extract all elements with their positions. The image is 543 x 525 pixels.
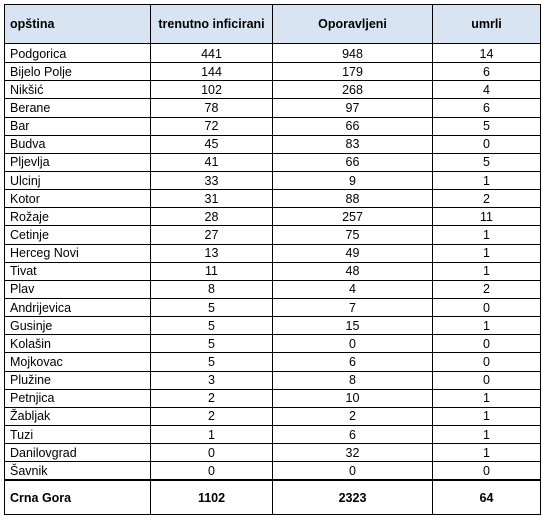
table-row	[5, 389, 541, 407]
table-row	[5, 171, 541, 189]
infected-cell: 41	[151, 153, 273, 171]
infected-cell: 45	[151, 135, 273, 153]
deceased-cell: 5	[433, 153, 541, 171]
table-row	[5, 407, 541, 425]
recovered-cell: 2	[273, 407, 433, 425]
table-row	[5, 371, 541, 389]
deceased-cell: 0	[433, 135, 541, 153]
municipality-cell: Nikšić	[5, 81, 151, 99]
municipality-cell: Plužine	[5, 371, 151, 389]
recovered-cell: 179	[273, 63, 433, 81]
recovered-cell: 83	[273, 135, 433, 153]
recovered-cell: 8	[273, 371, 433, 389]
infected-cell: 144	[151, 63, 273, 81]
deceased-cell: 11	[433, 208, 541, 226]
infected-cell: 78	[151, 99, 273, 117]
recovered-cell: 9	[273, 171, 433, 189]
deceased-cell: 1	[433, 226, 541, 244]
recovered-cell: 7	[273, 298, 433, 316]
recovered-cell: 0	[273, 335, 433, 353]
infected-cell: 28	[151, 208, 273, 226]
total-deceased: 64	[433, 480, 541, 515]
header-municipality: opština	[5, 5, 151, 44]
deceased-cell: 0	[433, 298, 541, 316]
deceased-cell: 1	[433, 444, 541, 462]
municipality-cell: Cetinje	[5, 226, 151, 244]
recovered-cell: 6	[273, 353, 433, 371]
deceased-cell: 2	[433, 190, 541, 208]
municipality-cell: Bar	[5, 117, 151, 135]
table-row	[5, 298, 541, 316]
municipality-cell: Petnjica	[5, 389, 151, 407]
deceased-cell: 2	[433, 280, 541, 298]
municipality-cell: Pljevlja	[5, 153, 151, 171]
infected-cell: 5	[151, 353, 273, 371]
deceased-cell: 0	[433, 335, 541, 353]
municipality-cell: Tivat	[5, 262, 151, 280]
infected-cell: 5	[151, 317, 273, 335]
recovered-cell: 268	[273, 81, 433, 99]
deceased-cell: 1	[433, 317, 541, 335]
deceased-cell: 1	[433, 244, 541, 262]
recovered-cell: 948	[273, 44, 433, 63]
recovered-cell: 15	[273, 317, 433, 335]
deceased-cell: 0	[433, 353, 541, 371]
infected-cell: 5	[151, 335, 273, 353]
deceased-cell: 5	[433, 117, 541, 135]
infected-cell: 11	[151, 262, 273, 280]
total-name: Crna Gora	[5, 480, 151, 515]
table-row	[5, 280, 541, 298]
recovered-cell: 0	[273, 462, 433, 481]
infected-cell: 72	[151, 117, 273, 135]
table-row	[5, 226, 541, 244]
table-row	[5, 444, 541, 462]
table-row	[5, 153, 541, 171]
total-row	[5, 480, 541, 515]
municipality-cell: Berane	[5, 99, 151, 117]
infected-cell: 0	[151, 462, 273, 481]
deceased-cell: 1	[433, 407, 541, 425]
table-row	[5, 117, 541, 135]
infected-cell: 0	[151, 444, 273, 462]
deceased-cell: 1	[433, 389, 541, 407]
deceased-cell: 4	[433, 81, 541, 99]
municipality-cell: Andrijevica	[5, 298, 151, 316]
municipality-cell: Tuzi	[5, 425, 151, 443]
municipality-cell: Budva	[5, 135, 151, 153]
table-body	[5, 44, 541, 481]
table-row	[5, 244, 541, 262]
deceased-cell: 6	[433, 99, 541, 117]
recovered-cell: 97	[273, 99, 433, 117]
municipality-cell: Podgorica	[5, 44, 151, 63]
recovered-cell: 66	[273, 153, 433, 171]
table-header	[5, 5, 541, 44]
recovered-cell: 10	[273, 389, 433, 407]
table-row	[5, 44, 541, 63]
municipality-cell: Žabljak	[5, 407, 151, 425]
deceased-cell: 0	[433, 462, 541, 481]
recovered-cell: 4	[273, 280, 433, 298]
recovered-cell: 48	[273, 262, 433, 280]
table-row	[5, 425, 541, 443]
municipality-cell: Šavnik	[5, 462, 151, 481]
municipality-cell: Bijelo Polje	[5, 63, 151, 81]
infected-cell: 3	[151, 371, 273, 389]
deceased-cell: 6	[433, 63, 541, 81]
infected-cell: 1	[151, 425, 273, 443]
municipality-cell: Mojkovac	[5, 353, 151, 371]
covid-statistics-table	[4, 4, 541, 515]
infected-cell: 2	[151, 389, 273, 407]
total-infected: 1102	[151, 480, 273, 515]
infected-cell: 27	[151, 226, 273, 244]
recovered-cell: 32	[273, 444, 433, 462]
recovered-cell: 6	[273, 425, 433, 443]
infected-cell: 441	[151, 44, 273, 63]
municipality-cell: Ulcinj	[5, 171, 151, 189]
deceased-cell: 1	[433, 262, 541, 280]
infected-cell: 33	[151, 171, 273, 189]
municipality-cell: Danilovgrad	[5, 444, 151, 462]
infected-cell: 2	[151, 407, 273, 425]
table-row	[5, 317, 541, 335]
table-row	[5, 190, 541, 208]
table-row	[5, 81, 541, 99]
header-row	[5, 5, 541, 44]
table-row	[5, 262, 541, 280]
table-row	[5, 135, 541, 153]
deceased-cell: 14	[433, 44, 541, 63]
infected-cell: 102	[151, 81, 273, 99]
recovered-cell: 49	[273, 244, 433, 262]
municipality-cell: Kolašin	[5, 335, 151, 353]
municipality-cell: Plav	[5, 280, 151, 298]
recovered-cell: 88	[273, 190, 433, 208]
header-deceased: umrli	[433, 5, 541, 44]
header-recovered: Oporavljeni	[273, 5, 433, 44]
table-row	[5, 462, 541, 481]
table-row	[5, 353, 541, 371]
infected-cell: 5	[151, 298, 273, 316]
table-footer	[5, 480, 541, 515]
total-recovered: 2323	[273, 480, 433, 515]
header-currently-infected: trenutno inficirani	[151, 5, 273, 44]
municipality-cell: Herceg Novi	[5, 244, 151, 262]
deceased-cell: 0	[433, 371, 541, 389]
infected-cell: 8	[151, 280, 273, 298]
recovered-cell: 66	[273, 117, 433, 135]
infected-cell: 31	[151, 190, 273, 208]
table-row	[5, 208, 541, 226]
deceased-cell: 1	[433, 425, 541, 443]
municipality-cell: Gusinje	[5, 317, 151, 335]
table-row	[5, 335, 541, 353]
table-row	[5, 99, 541, 117]
municipality-cell: Rožaje	[5, 208, 151, 226]
recovered-cell: 257	[273, 208, 433, 226]
infected-cell: 13	[151, 244, 273, 262]
municipality-cell: Kotor	[5, 190, 151, 208]
table-row	[5, 63, 541, 81]
recovered-cell: 75	[273, 226, 433, 244]
deceased-cell: 1	[433, 171, 541, 189]
